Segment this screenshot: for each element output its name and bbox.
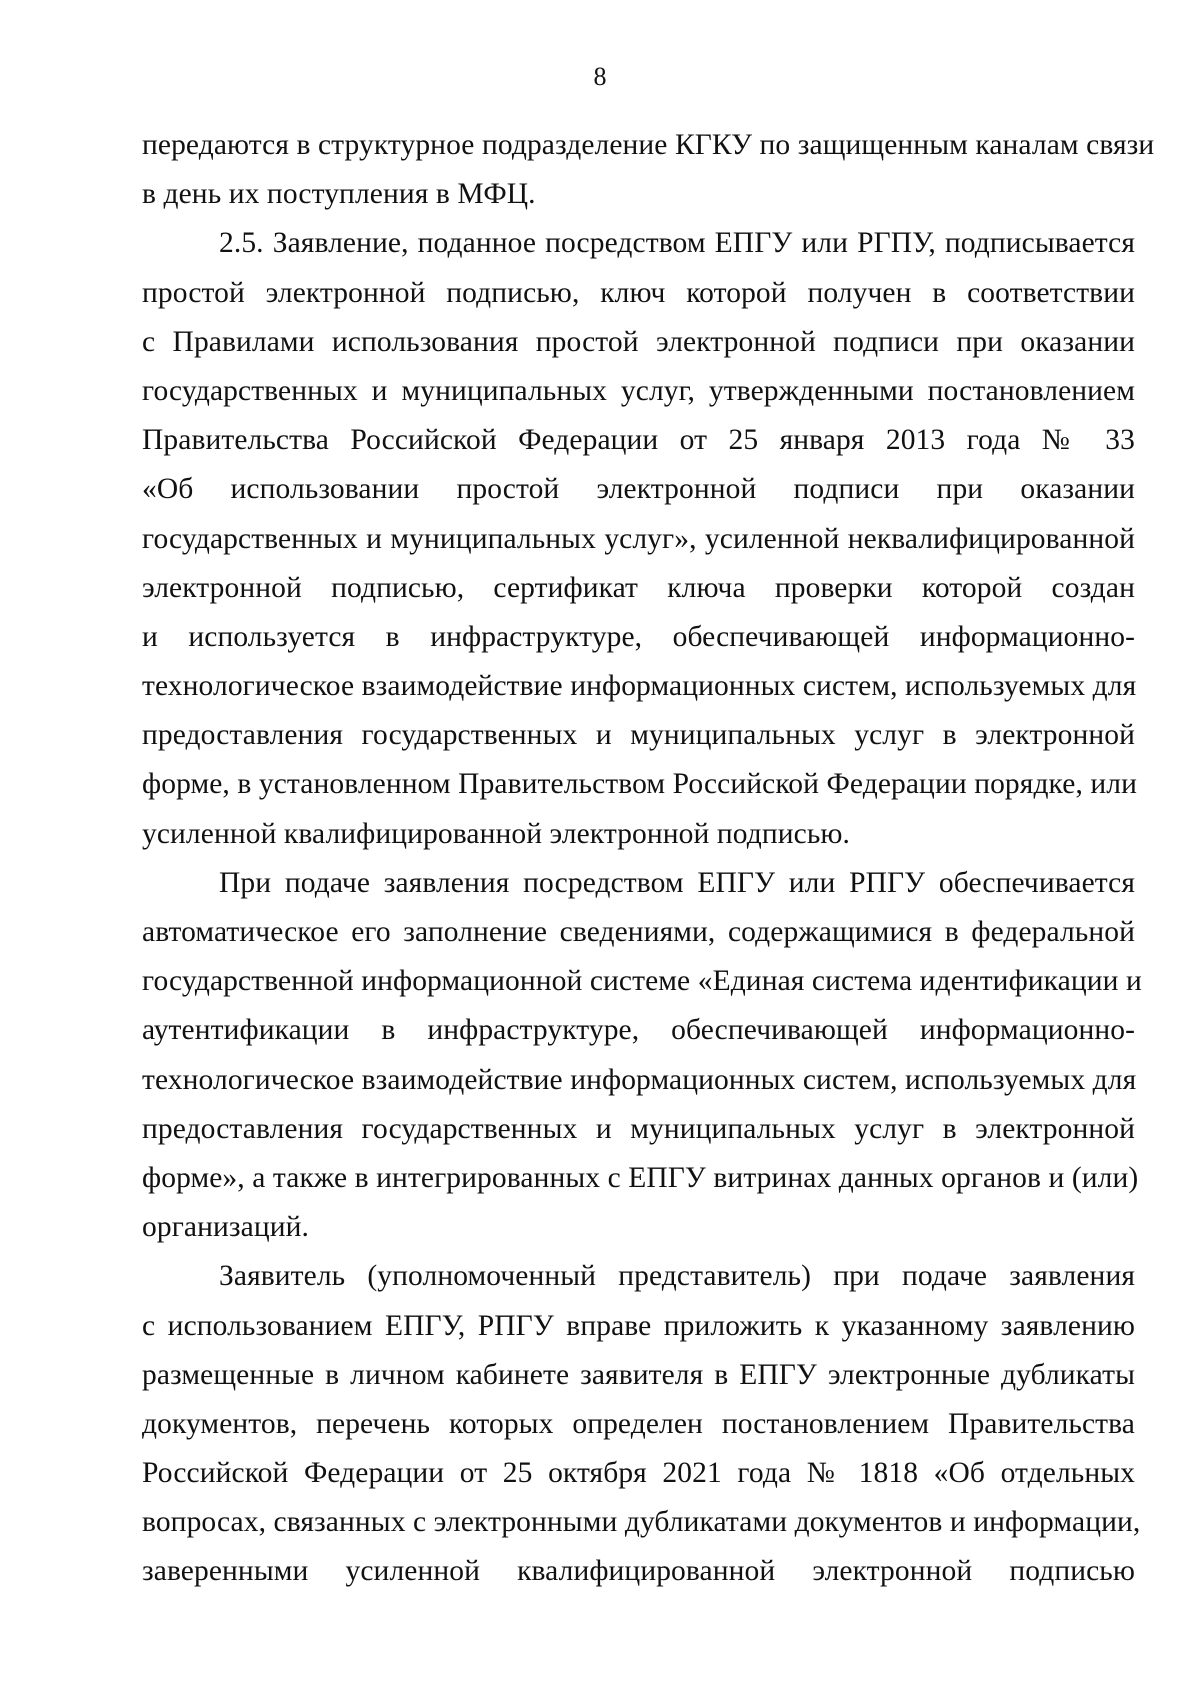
text-line: передаются в структурное подразделение КГКУ по защищенным каналам связи (142, 129, 1155, 161)
page-number: 8 (593, 62, 607, 91)
text-line: организаций. (142, 1211, 309, 1244)
text-line: размещенные в личном кабинете заявителя в ЕПГУ электронные дубликаты (142, 1358, 1135, 1391)
text-line: аутентификации в инфраструктуре, обеспечивающей информационно- (142, 1014, 1135, 1047)
text-line: 2.5. Заявление, поданное посредством ЕПГУ или РГПУ, подписывается (219, 227, 1135, 260)
paragraph (142, 859, 1142, 1253)
text-line: форме», а также в интегрированных с ЕПГУ витринах данных органов и (или) (142, 1161, 1139, 1194)
text-line: вопросах, связанных с электронными дубликатами документов и информации, (142, 1506, 1141, 1539)
text-line: усиленной квалифицированной электронной подписью. (142, 817, 851, 850)
text-line: заверенными усиленной квалифицированной электронной подписью (142, 1555, 1135, 1588)
text-line: предоставления государственных и муниципальных услуг в электронной (142, 719, 1135, 752)
text-line: автоматическое его заполнение сведениями, содержащимися в федеральной (142, 916, 1135, 948)
text-line: в день их поступления в МФЦ. (142, 178, 536, 211)
paragraph (142, 219, 1135, 858)
document-body (142, 121, 1155, 1597)
text-line: с Правилами использования простой электронной подписи при оказании (142, 325, 1135, 358)
text-line: государственных и муниципальных услуг, утвержденными постановлением (142, 374, 1135, 407)
text-line: «Об использовании простой электронной подписи при оказании (142, 473, 1135, 506)
text-line: предоставления государственных и муниципальных услуг в электронной (142, 1112, 1135, 1145)
text-line: Заявитель (уполномоченный представитель) при подаче заявления (219, 1260, 1135, 1293)
text-line: документов, перечень которых определен постановлением Правительства (142, 1407, 1135, 1440)
text-line: Российской Федерации от 25 октября 2021 года № 1818 «Об отдельных (142, 1457, 1135, 1490)
text-line: электронной подписью, сертификат ключа проверки которой создан (142, 571, 1135, 604)
paragraph (142, 121, 1155, 219)
text-line: и используется в инфраструктуре, обеспечивающей информационно- (142, 620, 1135, 653)
text-line: с использованием ЕПГУ, РПГУ вправе приложить к указанному заявлению (142, 1309, 1135, 1342)
text-line: технологическое взаимодействие информационных систем, используемых для (142, 1063, 1137, 1096)
text-line: государственных и муниципальных услуг», усиленной неквалифицированной (142, 522, 1135, 555)
text-line: При подаче заявления посредством ЕПГУ или РПГУ обеспечивается (219, 866, 1135, 899)
text-line: форме, в установленном Правительством Российской Федерации порядке, или (142, 768, 1137, 801)
paragraph (142, 1252, 1141, 1596)
text-line: государственной информационной системе «Единая система идентификации и (142, 965, 1142, 998)
text-line: Правительства Российской Федерации от 25 января 2013 года № 33 (142, 424, 1135, 457)
text-line: технологическое взаимодействие информационных систем, используемых для (142, 670, 1137, 703)
text-line: простой электронной подписью, ключ которой получен в соответствии (142, 276, 1135, 309)
